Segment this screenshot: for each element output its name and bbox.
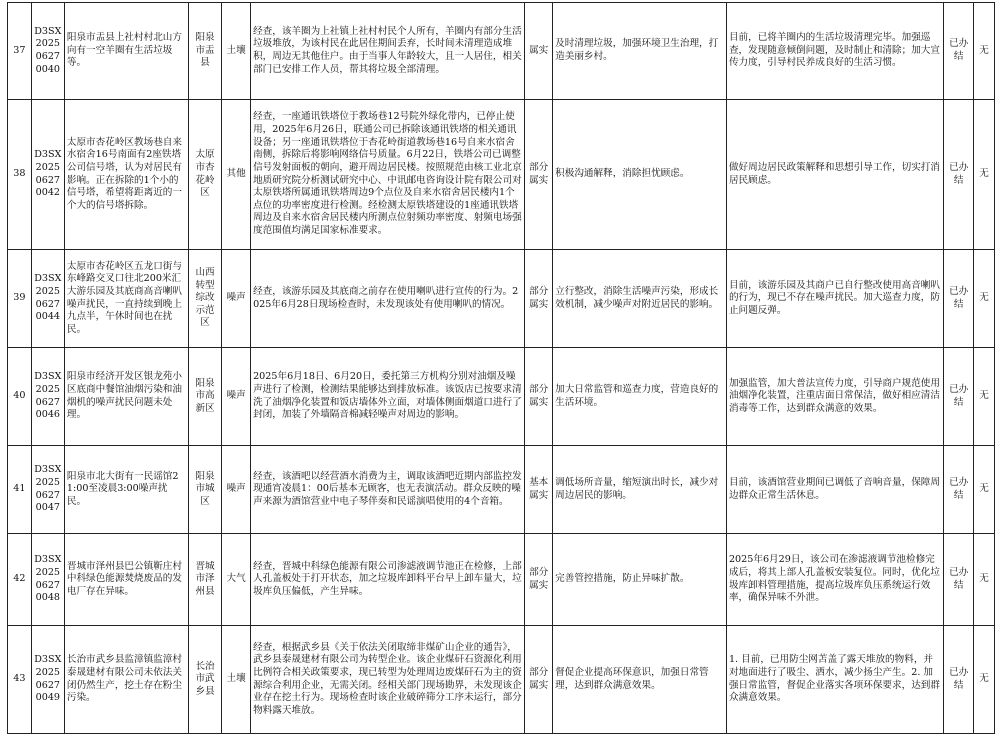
accountability: 无 <box>974 3 995 100</box>
table-row <box>8 446 995 534</box>
case-id: D3SX202506270049 <box>31 626 64 734</box>
handling-measures: 立行整改，消除生活噪声污染，形成长效机制，减少噪声对附近居民的影响。 <box>553 250 727 348</box>
verdict: 部分属实 <box>525 250 553 348</box>
district: 山西转型综改示范区 <box>189 250 222 348</box>
verdict: 部分属实 <box>525 100 553 250</box>
district: 晋城市泽州县 <box>189 534 222 626</box>
status-badge: 已办结 <box>944 534 974 626</box>
handling-measures: 完善管控措施，防止异味扩散。 <box>553 534 727 626</box>
handling-result: 目前，该酒馆营业期间已调低了音响音量，保障周边群众正常生活休息。 <box>726 446 943 534</box>
handling-measures: 督促企业提高环保意识，加强日常管理，达到群众满意效果。 <box>553 626 727 734</box>
case-id: D3SX202506270042 <box>31 100 64 250</box>
row-number: 40 <box>8 348 32 446</box>
row-number: 41 <box>8 446 32 534</box>
verdict: 部分属实 <box>525 626 553 734</box>
handling-result: 加强监管，加大普法宣传力度，引导商户规范使用油烟净化装置，注重店面日常保洁，做好相应清洁消毒等工作，达到群众满意的效果。 <box>726 348 943 446</box>
investigation-result: 2025年6月18日、6月20日，委托第三方机构分别对油烟及噪声进行了检测，检测结果能够达到排放标准。该饭店已按要求清洗了油烟净化装置和饭店墙体外立面，对墙体侧面烟道口进行了封闭，加装了外墙隔音棉减轻噪声对周边的影响。 <box>251 348 525 446</box>
pollution-category: 噪声 <box>222 250 251 348</box>
handling-result: 目前，该游乐园及其商户已自行整改使用高音喇叭的行为，现已不存在噪声扰民。加大巡查力度，防止问题反弹。 <box>726 250 943 348</box>
table-row <box>8 348 995 446</box>
complaint-content: 阳泉市北大街有一民谣馆21:00至凌晨3:00噪声扰民。 <box>64 446 188 534</box>
district: 阳泉市盂县 <box>189 3 222 100</box>
investigation-result: 经查，一座通讯铁塔位于教场巷12号院外绿化带内，已停止使用，2025年6月26日，联通公司已拆除该通讯铁塔的相关通讯设备；另一座通讯铁塔位于杏花岭街道教场巷16号自来水宿舍南侧，拆除后将影响网络信号质量。6月22日，铁塔公司已调整信号发射面板的朝向，避开周边居民楼。按照规范由核工业北京地质研究院分析测试研究中心、中讯邮电咨询设计院有限公司对太原铁塔所属通讯铁塔周边9个点位及自来水宿舍居民楼内1个点位的功率密度进行检测。经检测太原铁塔建设的1座通讯铁塔周边及自来水宿舍居民楼内所测点位射频功率密度、射频电场强度范围值均满足国家标准要求。 <box>251 100 525 250</box>
district: 阳泉市城区 <box>189 446 222 534</box>
complaint-content: 阳泉市盂县上社村村北山方向有一空羊圈有生活垃圾等。 <box>64 3 188 100</box>
complaint-content: 阳泉市经济开发区银龙苑小区底商中餐馆油烟污染和油烟机的噪声扰民问题未处理。 <box>64 348 188 446</box>
status-badge: 已办结 <box>944 100 974 250</box>
handling-measures: 及时清理垃圾，加强环境卫生治理，打造美丽乡村。 <box>553 3 727 100</box>
row-number: 38 <box>8 100 32 250</box>
investigation-result: 经查，晋城中科绿色能源有限公司渗滤液调节池正在检修，上部人孔盖板处于打开状态，加之垃圾库卸料平台早上卸车量大，垃圾库负压偏低，产生异味。 <box>251 534 525 626</box>
table-row <box>8 3 995 100</box>
complaint-content: 长治市武乡县监漳镇监漳村泰晟建材有限公司未依法关闭仍然生产，挖土存在粉尘污染。 <box>64 626 188 734</box>
pollution-category: 其他 <box>222 100 251 250</box>
handling-result: 1. 目前，已用防尘网苫盖了露天堆放的物料，并对地面进行了吸尘、洒水，减少扬尘产生。2. 加强日常监管，督促企业落实各项环保要求，达到群众满意效果。 <box>726 626 943 734</box>
investigation-result: 经查，根据武乡县《关于依法关闭取缔非煤矿山企业的通告》，武乡县泰晟建材有限公司为转型企业。该企业煤矸石资源化利用比例符合相关政策要求，现已转型为处理周边废煤矸石为主的资源综合利用企业，无需关闭。经相关部门现场勘界，未发现该企业存在挖土行为。现场检查时该企业破碎筛分工序未运行，部分物料露天堆放。 <box>251 626 525 734</box>
district: 长治市武乡县 <box>189 626 222 734</box>
verdict: 部分属实 <box>525 348 553 446</box>
handling-measures: 积极沟通解释，消除担忧顾虑。 <box>553 100 727 250</box>
investigation-result: 经查，该游乐园及其底商之前存在使用喇叭进行宣传的行为。2025年6月28日现场检查时，未发现该处有使用喇叭的情况。 <box>251 250 525 348</box>
verdict: 部分属实 <box>525 534 553 626</box>
complaint-content: 太原市杏花岭区教场巷自来水宿舍16号南面有2座铁塔公司信号塔，认为对居民有影响。正在拆除的1个小的信号塔，希望将距离近的一个大的信号塔拆除。 <box>64 100 188 250</box>
handling-measures: 加大日常监管和巡查力度，营造良好的生活环境。 <box>553 348 727 446</box>
case-id: D3SX202506270044 <box>31 250 64 348</box>
status-badge: 已办结 <box>944 446 974 534</box>
handling-result: 目前，已将羊圈内的生活垃圾清理完毕。加强巡查，发现随意倾倒问题，及时制止和清除；加大宣传力度，引导村民养成良好的生活习惯。 <box>726 3 943 100</box>
pollution-category: 噪声 <box>222 348 251 446</box>
verdict: 基本属实 <box>525 446 553 534</box>
status-badge: 已办结 <box>944 348 974 446</box>
accountability: 无 <box>974 446 995 534</box>
handling-result: 做好周边居民政策解释和思想引导工作，切实打消居民顾虑。 <box>726 100 943 250</box>
case-id: D3SX202506270040 <box>31 3 64 100</box>
row-number: 39 <box>8 250 32 348</box>
table-row <box>8 626 995 734</box>
pollution-category: 土壤 <box>222 3 251 100</box>
table-body <box>8 3 995 734</box>
complaint-content: 太原市杏花岭区五龙口街与东峰路交叉口往北200米汇大游乐园及其底商高音喇叭噪声扰民，一直持续到晚上九点半，午休时间也在扰民。 <box>64 250 188 348</box>
table-row <box>8 100 995 250</box>
case-id: D3SX202506270046 <box>31 348 64 446</box>
accountability: 无 <box>974 626 995 734</box>
status-badge: 已办结 <box>944 626 974 734</box>
row-number: 43 <box>8 626 32 734</box>
row-number: 42 <box>8 534 32 626</box>
accountability: 无 <box>974 348 995 446</box>
accountability: 无 <box>974 534 995 626</box>
pollution-category: 土壤 <box>222 626 251 734</box>
pollution-category: 噪声 <box>222 446 251 534</box>
status-badge: 已办结 <box>944 3 974 100</box>
case-id: D3SX202506270048 <box>31 534 64 626</box>
status-badge: 已办结 <box>944 250 974 348</box>
accountability: 无 <box>974 100 995 250</box>
row-number: 37 <box>8 3 32 100</box>
handling-measures: 调低场所音量，缩短演出时长，减少对周边居民的影响。 <box>553 446 727 534</box>
investigation-result: 经查，该羊圈为上社镇上社村村民个人所有，羊圈内有部分生活垃圾堆放，为该村民在此居住期间丢弃，长时间未清理造成堆积，周边无其他住户。由于当事人年龄较大，且一人居住，相关部门已安排工作人员，帮其将垃圾全部清理。 <box>251 3 525 100</box>
complaint-content: 晋城市泽州县巴公镇靳庄村中科绿色能源焚烧废品的发电厂存在异味。 <box>64 534 188 626</box>
case-id: D3SX202506270047 <box>31 446 64 534</box>
table-row <box>8 534 995 626</box>
pollution-category: 大气 <box>222 534 251 626</box>
accountability: 无 <box>974 250 995 348</box>
table-row <box>8 250 995 348</box>
district: 阳泉市高新区 <box>189 348 222 446</box>
district: 太原市杏花岭区 <box>189 100 222 250</box>
complaint-table <box>7 2 995 734</box>
handling-result: 2025年6月29日，该公司在渗滤液调节池检修完成后，将其上部人孔盖板安装复位。同时，优化垃圾库卸料管理措施，提高垃圾库负压系统运行效率，确保异味不外泄。 <box>726 534 943 626</box>
verdict: 属实 <box>525 3 553 100</box>
investigation-result: 经查，该酒吧以经营酒水消费为主，调取该酒吧近期内部监控发现通宵凌晨1：00后基本无顾客，也无表演活动。群众反映的噪声来源为酒馆营业中电子琴伴奏和民谣演唱使用的4个音箱。 <box>251 446 525 534</box>
